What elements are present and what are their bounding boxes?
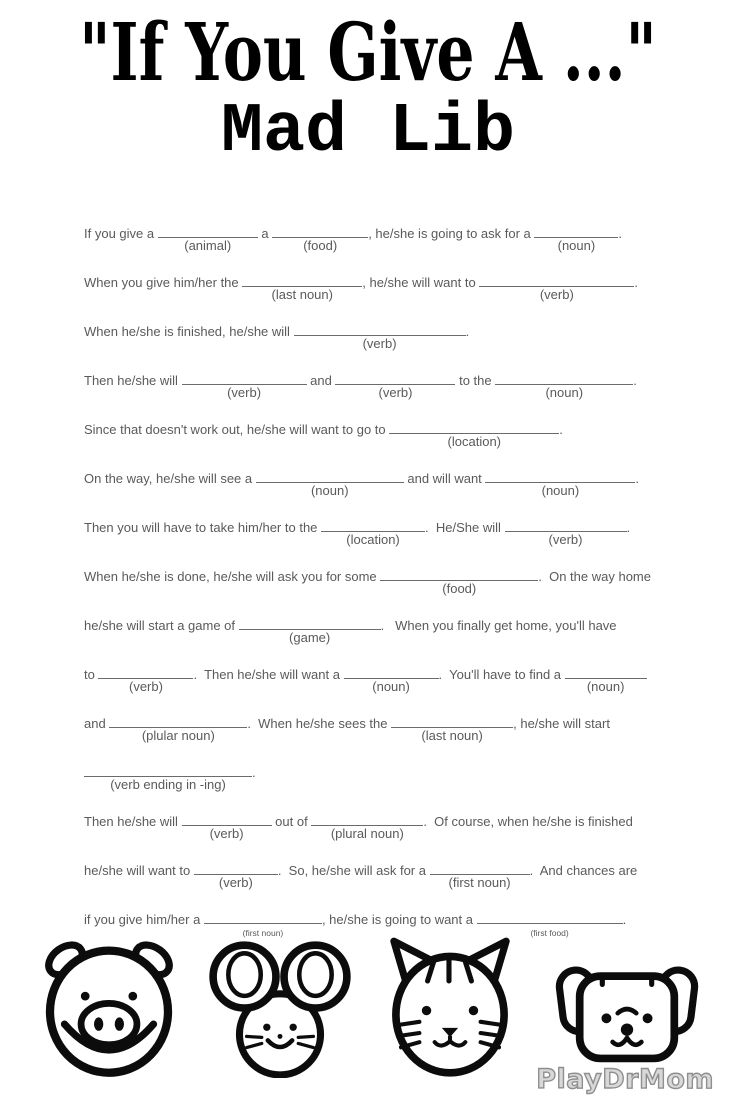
fill-in-blank [477, 910, 623, 938]
madlib-text: , he/she will start [513, 716, 610, 731]
fill-in-blank [98, 665, 193, 694]
madlib-line [84, 861, 688, 895]
blank-label: (verb ending in -ing) [110, 777, 226, 792]
fill-in-blank [194, 861, 278, 890]
madlib-text: When you give him/her the [84, 275, 243, 290]
madlib-text: to [84, 667, 99, 682]
fill-in-blank [391, 714, 513, 743]
madlib-line [84, 371, 688, 405]
fill-in-blank [380, 567, 538, 596]
blank-label: (verb) [209, 826, 244, 841]
blank-label: (verb) [218, 875, 253, 890]
fill-in-blank [479, 273, 634, 302]
fill-in-blank [311, 812, 423, 841]
pig-face-illustration [26, 933, 192, 1081]
madlib-line [84, 420, 688, 454]
cat-face-illustration [368, 933, 532, 1081]
fill-in-blank [204, 910, 322, 938]
blank-label: (food) [442, 581, 477, 596]
mouse-face-illustration [204, 936, 356, 1078]
madlib-line [84, 616, 688, 650]
madlib-text: . Then he/she will want a [193, 667, 344, 682]
fill-in-blank [344, 665, 439, 694]
fill-in-blank [109, 714, 247, 743]
fill-in-blank [430, 861, 530, 890]
madlib-text: When he/she is finished, he/she will [84, 324, 294, 339]
madlib-text: . [622, 912, 627, 927]
blank-label: (plural noun) [330, 826, 404, 841]
fill-in-blank [84, 763, 252, 792]
blank-label: (verb) [227, 385, 262, 400]
dog-face-illustration [544, 935, 710, 1079]
fill-in-blank [158, 224, 258, 253]
madlib-line [84, 812, 688, 846]
madlib-text: . [633, 373, 637, 388]
page-subtitle: Mad Lib [220, 93, 516, 172]
fill-in-blank [495, 371, 633, 400]
madlib-text: to the [455, 373, 496, 388]
madlib-line [84, 763, 688, 797]
blank-label: (noun) [372, 679, 410, 694]
fill-in-blank [565, 665, 647, 694]
madlib-text: On the way, he/she will see a [84, 471, 256, 486]
madlib-text: . [559, 422, 563, 437]
fill-in-blank [335, 371, 455, 400]
animal-illustrations-row [26, 932, 710, 1082]
madlib-body [84, 224, 688, 959]
fill-in-blank [242, 273, 362, 302]
madlib-text: , he/she is going to ask for a [368, 226, 535, 241]
fill-in-blank [182, 812, 272, 841]
madlib-text: . On the way home [538, 569, 651, 584]
madlib-text: Then he/she will [84, 814, 182, 829]
madlib-line [84, 224, 688, 258]
blank-label: (verb) [128, 679, 163, 694]
madlib-line [84, 322, 688, 356]
madlib-text: he/she will want to [84, 863, 194, 878]
madlib-text: . [635, 471, 640, 486]
fill-in-blank [272, 224, 368, 253]
blank-label: (plular noun) [141, 728, 215, 743]
blank-label: (verb) [548, 532, 583, 547]
blank-label: (first noun) [448, 875, 511, 890]
blank-label: (animal) [184, 238, 232, 253]
madlib-line [84, 518, 688, 552]
fill-in-blank [294, 322, 466, 351]
blank-label: (noun) [586, 679, 625, 694]
blank-label: (first food) [530, 928, 569, 938]
fill-in-blank [389, 420, 559, 449]
madlib-text: he/she will start a game of [84, 618, 239, 633]
madlib-text: out of [271, 814, 312, 829]
madlib-text: . So, he/she will ask for a [277, 863, 430, 878]
madlib-text: . And chances are [529, 863, 638, 878]
blank-label: (verb) [539, 287, 574, 302]
madlib-text: Since that doesn't work out, he/she will want to go to [84, 422, 390, 437]
madlib-text: and [306, 373, 336, 388]
fill-in-blank [321, 518, 425, 547]
blank-label: (noun) [557, 238, 596, 253]
madlib-text: Then he/she will [84, 373, 182, 388]
blank-label: (last noun) [421, 728, 483, 743]
madlib-text: If you give a [84, 226, 158, 241]
blank-label: (noun) [310, 483, 349, 498]
blank-label: (location) [447, 434, 501, 449]
madlib-text: , he/she is going to want a [321, 912, 477, 927]
blank-label: (first noun) [242, 928, 284, 938]
madlib-text: . [634, 275, 638, 290]
madlib-line [84, 714, 688, 748]
madlib-text: When he/she is done, he/she will ask you for some [84, 569, 381, 584]
madlib-text: Then you will have to take him/her to the [84, 520, 322, 535]
madlib-text: . [626, 520, 631, 535]
madlib-line [84, 567, 688, 601]
fill-in-blank [534, 224, 618, 253]
fill-in-blank [256, 469, 404, 498]
watermark-logo: PlayDrMom [536, 1064, 714, 1095]
madlib-line [84, 665, 688, 699]
fill-in-blank [239, 616, 381, 645]
madlib-text: . He/She will [425, 520, 505, 535]
page-title: "If You Give A ..." [79, 7, 657, 100]
madlib-line [84, 273, 688, 307]
fill-in-blank [485, 469, 635, 498]
madlib-text: . [618, 226, 623, 241]
fill-in-blank [505, 518, 627, 547]
blank-label: (noun) [545, 385, 584, 400]
madlib-text: . You'll have to find a [438, 667, 565, 682]
madlib-text: . When you finally get home, you'll have [380, 618, 617, 633]
blank-label: (location) [346, 532, 400, 547]
madlib-text: , he/she will want to [362, 275, 480, 290]
blank-label: (verb) [378, 385, 413, 400]
madlib-text: . Of course, when he/she is finished [423, 814, 633, 829]
blank-label: (verb) [362, 336, 397, 351]
madlib-text: if you give him/her a [84, 912, 204, 927]
madlib-text: and will want [403, 471, 486, 486]
fill-in-blank [182, 371, 307, 400]
blank-label: (last noun) [271, 287, 333, 302]
blank-label: (noun) [541, 483, 580, 498]
madlib-line [84, 469, 688, 503]
madlib-text: . [465, 324, 470, 339]
blank-label: (game) [289, 630, 331, 645]
blank-label: (food) [303, 238, 338, 253]
madlib-text: and [84, 716, 110, 731]
madlib-text: . [252, 765, 256, 780]
madlib-text: a [257, 226, 273, 241]
madlib-text: . When he/she sees the [247, 716, 392, 731]
